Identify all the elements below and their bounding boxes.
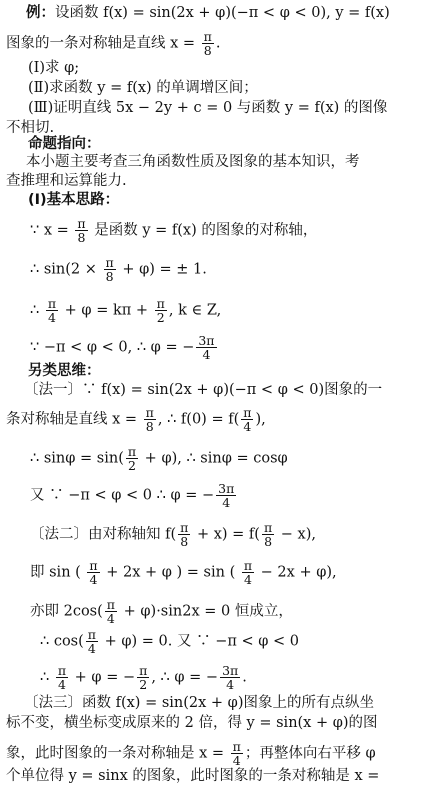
fraction: $\frac{\pi}{8}$ (203, 29, 212, 58)
method-1-line-1: 〔法一〕∵ f(x) = sin(2x + φ)(−π < φ < 0)图象的一 (24, 382, 383, 398)
fraction: $\frac{\pi}{2}$ (127, 444, 137, 473)
example-line-1 (26, 4, 390, 22)
example-title: 例： (26, 5, 55, 21)
example-statement: 设函数 f(x) = sin(2x + φ)(−π < φ < 0), y = f(x) (55, 5, 390, 21)
fraction: $\frac{\pi}{4}$ (243, 405, 252, 434)
intent-line-1: 本小题主要考查三角函数性质及图象的基本知识，考 (26, 154, 360, 170)
method-2-line-1: 〔法二〕由对称轴知 f( $\frac{\pi}{8}$ + x) = f( $\frac{\pi}{8}$ − x), (30, 520, 316, 549)
fraction: $\frac{\pi}{4}$ (57, 663, 67, 692)
fraction: $\frac{\pi}{4}$ (89, 558, 98, 587)
fraction: $\frac{3\pi}{4}$ (218, 481, 235, 510)
fraction: $\frac{3\pi}{4}$ (222, 663, 239, 692)
method-2-line-3: 亦即 2cos( $\frac{\pi}{4}$ + φ)·sin2x = 0 恒成立， (30, 597, 293, 626)
fraction: $\frac{\pi}{8}$ (105, 255, 114, 284)
fraction: $\frac{\pi}{8}$ (145, 405, 154, 434)
intent-heading: 命题指向： (28, 136, 101, 152)
method-1-line-4: 又 ∵ −π < φ < 0 ∴ φ = − $\frac{3\pi}{4}$ (30, 481, 235, 510)
fraction: $\frac{\pi}{2}$ (156, 296, 165, 325)
alt-heading: 另类思维： (28, 363, 101, 379)
question-3: (Ⅲ)证明直线 5x − 2y + c = 0 与函数 y = f(x) 的图像 (28, 100, 388, 116)
fraction: $\frac{\pi}{4}$ (243, 558, 253, 587)
question-3-cont: 不相切. (6, 120, 55, 136)
example-line-2: 图象的一条对称轴是直线 x = $\frac{\pi}{8}$ . (6, 29, 221, 58)
fraction: $\frac{\pi}{4}$ (232, 739, 241, 768)
question-1: (Ⅰ)求 φ; (28, 60, 80, 76)
method-2-line-5: ∴ $\frac{\pi}{4}$ + φ = − $\frac{\pi}{2}$ , ∴ φ = − $\frac{3\pi}{4}$ . (40, 663, 247, 692)
fraction: $\frac{\pi}{4}$ (106, 597, 116, 626)
method-3-line-1: 〔法三〕函数 f(x) = sin(2x + φ)图象上的所有点纵坐 (24, 695, 374, 711)
question-2: (Ⅱ)求函数 y = f(x) 的单调增区间； (28, 80, 258, 96)
method-3-line-3: 象，此时图象的一条对称轴是 x = $\frac{\pi}{4}$ ；再整体向右平移 φ (6, 739, 376, 768)
fraction: $\frac{\pi}{8}$ (263, 520, 273, 549)
solution-step-4: ∵ −π < φ < 0, ∴ φ = − $\frac{3\pi}{4}$ (30, 333, 215, 362)
method-3-line-2: 标不变，横坐标变成原来的 2 倍，得 y = sin(x + φ)的图 (6, 715, 378, 731)
method-1-line-2: 条对称轴是直线 x = $\frac{\pi}{8}$ , ∴ f(0) = f( $\frac{\pi}{4}$ ), (6, 405, 266, 434)
solution-heading: (Ⅰ)基本思路： (28, 192, 120, 208)
example-statement-cont: 图象的一条对称轴是直线 x = (6, 35, 200, 52)
solution-step-3: ∴ $\frac{\pi}{4}$ + φ = kπ + $\frac{\pi}{2}$ , k ∈ Z, (30, 296, 222, 325)
method-2-line-2: 即 sin ( $\frac{\pi}{4}$ + 2x + φ ) = sin ( $\frac{\pi}{4}$ − 2x + φ), (30, 558, 337, 587)
fraction: $\frac{\pi}{4}$ (47, 296, 57, 325)
method-3-line-4: 个单位得 y = sinx 的图象，此时图象的一条对称轴是 x = (6, 768, 380, 784)
method-2-line-4: ∴ cos( $\frac{\pi}{4}$ + φ) = 0. 又 ∵ −π < φ < 0 (40, 627, 300, 656)
fraction: $\frac{3\pi}{4}$ (198, 333, 215, 362)
solution-step-2: ∴ sin(2 × $\frac{\pi}{8}$ + φ) = ± 1. (30, 255, 207, 284)
fraction: $\frac{\pi}{4}$ (87, 627, 97, 656)
fraction: $\frac{\pi}{2}$ (139, 663, 148, 692)
fraction: $\frac{\pi}{8}$ (77, 216, 86, 245)
fraction: $\frac{\pi}{8}$ (180, 520, 189, 549)
method-1-line-3: ∴ sinφ = sin( $\frac{\pi}{2}$ + φ), ∴ sinφ = cosφ (30, 444, 288, 473)
solution-step-1: ∵ x = $\frac{\pi}{8}$ 是函数 y = f(x) 的图象的对称轴， (30, 216, 318, 245)
intent-line-2: 查推理和运算能力. (6, 173, 127, 189)
